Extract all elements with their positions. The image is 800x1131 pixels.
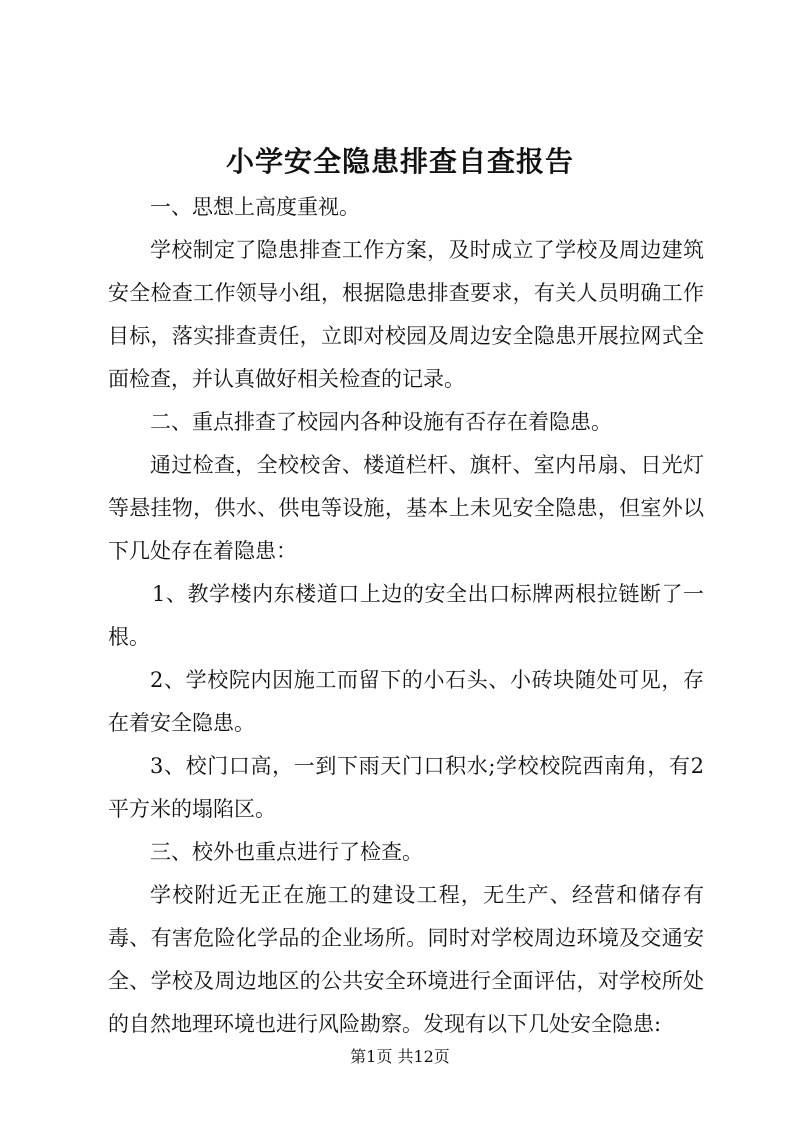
paragraph-2: 通过检查，全校校舍、楼道栏杆、旗杆、室内吊扇、日光灯等悬挂物，供水、供电等设施，基本上未见安全隐患，但室外以下几处存在着隐患： — [108, 453, 704, 563]
list-item-1: 1、教学楼内东楼道口上边的安全出口标牌两根拉链断了一根。 — [108, 582, 704, 649]
list-item-3: 3、校门口高，一到下雨天门口积水;学校校院西南角，有2平方米的塌陷区。 — [108, 754, 704, 821]
page-footer: 第1页 共12页 — [350, 1047, 450, 1066]
section-heading-2: 二、重点排查了校园内各种设施有否存在着隐患。 — [150, 410, 612, 434]
section-heading-1: 一、思想上高度重视。 — [150, 195, 360, 219]
paragraph-1: 学校制定了隐患排查工作方案，及时成立了学校及周边建筑安全检查工作领导小组，根据隐患排查要求，有关人员明确工作目标，落实排查责任，立即对校园及周边安全隐患开展拉网式全面检查，并认真做好相关检查的记录。 — [108, 238, 704, 391]
document-title: 小学安全隐患排查自查报告 — [225, 145, 574, 178]
list-item-2: 2、学校院内因施工而留下的小石头、小砖块随处可见，存在着安全隐患。 — [108, 668, 704, 735]
section-heading-3: 三、校外也重点进行了检查。 — [150, 840, 423, 864]
document-body — [108, 186, 704, 1046]
paragraph-3: 学校附近无正在施工的建设工程，无生产、经营和储存有毒、有害危险化学品的企业场所。同时对学校周边环境及交通安全、学校及周边地区的公共安全环境进行全面评估，对学校所处的自然地理环境也进行风险勘察。发现有以下几处安全隐患: — [108, 883, 704, 1036]
